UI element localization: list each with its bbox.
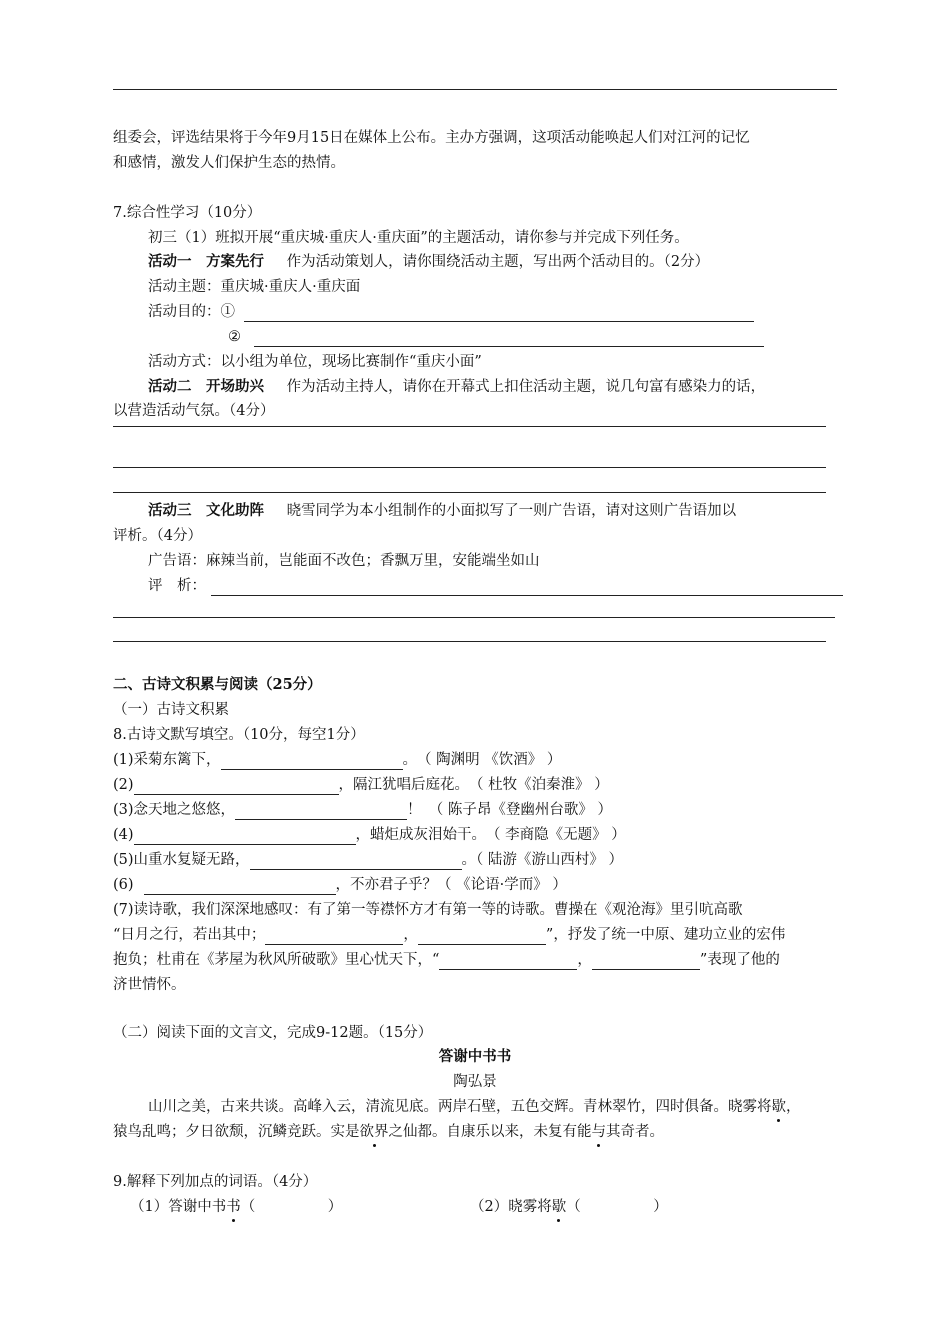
activity-2-text-cont: 以营造活动气氛。（4分） [113,403,275,419]
activity-2-text: 作为活动主持人，请你在开幕式上扣住活动主题，说几句富有感染力的话， [286,379,766,395]
activity-1 [148,252,709,272]
paragraph-line: 组委会，评选结果将于今年9月15日在媒体上公布。主办方强调，这项活动能唤起人们对江河的记忆 [113,130,750,146]
answer-line[interactable] [113,426,826,427]
fill-text: “日月之行，若出其中； [113,927,266,943]
answer-blank[interactable] [244,305,754,322]
passage-line-2 [113,1122,664,1142]
fill-line-6 [113,875,567,895]
question-9-heading: 9.解释下列加点的词语。（4分） [113,1174,318,1190]
fill-text: (3)念天地之悠悠， [113,802,236,818]
question-7-intro: 初三（1）班拟开展“重庆城·重庆人·重庆面”的主题活动，请你参与并完成下列任务。 [148,230,689,246]
fill-text: (1)采菊东篱下， [113,752,221,768]
activity-3-label: 活动三 文化助阵 [148,502,264,519]
fill-text: 。 （ 陶渊明 《饮酒》 ） [402,752,562,768]
answer-line[interactable] [113,641,826,642]
activity-1-text: 作为活动策划人，请你围绕活动主题，写出两个活动目的。（2分） [286,254,710,270]
answer-blank[interactable] [221,753,403,770]
dotted-word: 与 [591,1124,606,1140]
item-text: （1）答谢中书 [130,1199,227,1215]
activity-3-text-cont: 评析。（4分） [113,528,202,544]
fill-line-7-b [113,925,785,945]
purpose-label: 活动目的：① [148,304,235,320]
answer-blank[interactable] [211,579,843,596]
purpose-number-2: ② [228,329,241,345]
answer-blank[interactable] [439,953,577,970]
answer-parentheses[interactable]: （ ） [240,1199,343,1215]
fill-line-7-d: 济世情怀。 [113,977,186,993]
fill-line-7-c [113,950,780,970]
question-9-item-1 [130,1197,342,1217]
fill-text: ， [403,927,418,943]
answer-line[interactable] [113,467,826,468]
purpose-line-2 [228,327,764,347]
activity-2-label: 活动二 开场助兴 [148,378,264,395]
fill-text: ”，抒发了统一中原、建功立业的宏伟 [545,927,786,943]
evaluation-label: 评 析： [148,578,206,594]
fill-line-5 [113,850,623,870]
passage-author: 陶弘景 [453,1074,497,1090]
answer-line[interactable] [113,492,826,493]
answer-blank[interactable] [134,778,339,795]
fill-line-1 [113,750,561,770]
passage-line-1 [148,1097,801,1117]
fill-text: ！ （ 陈子昂《登幽州台歌》 ） [407,802,613,818]
answer-parentheses[interactable]: （ ） [566,1199,668,1215]
answer-blank[interactable] [250,853,462,870]
dotted-word: 歇 [551,1199,567,1215]
question-7-heading: 7.综合性学习（10分） [113,205,262,221]
fill-text: ，不亦君子乎？（ 《论语·学而》 ） [335,877,567,893]
header-rule [113,89,837,90]
activity-3-text: 晓雪同学为本小组制作的小面拟写了一则广告语，请对这则广告语加以 [286,503,737,519]
subsection-2-heading: （二）阅读下面的文言文，完成9-12题。（15分） [113,1025,433,1041]
paragraph-line: 和感情，激发人们保护生态的热情。 [113,155,345,171]
fill-text: ，隔江犹唱后庭花。 （ 杜牧《泊秦淮》 ） [338,777,609,793]
passage-text: ， [786,1099,801,1115]
dotted-word: 书 [226,1199,241,1215]
fill-text: (2) [113,777,134,793]
fill-text: ，蜡炬成灰泪始干。 （ 李商隐《无题》 ） [355,827,626,843]
evaluation-line [148,576,843,596]
answer-blank[interactable] [134,828,356,845]
answer-blank[interactable] [265,928,403,945]
fill-line-2 [113,775,609,795]
section-2-heading: 二、古诗文积累与阅读（25分） [113,676,322,693]
answer-blank[interactable] [592,953,700,970]
item-text: （2）晓雾将 [470,1199,552,1215]
fill-text: (6) [113,877,134,893]
fill-text: ”表现了他的 [699,952,780,968]
activity-3 [148,501,736,521]
method-line: 活动方式：以小组为单位，现场比赛制作“重庆小面” [148,354,482,370]
answer-blank[interactable] [254,330,764,347]
fill-line-7: (7)读诗歌，我们深深地感叹：有了第一等襟怀方才有第一等的诗歌。曹操在《观沧海》里引吭高歌 [113,902,743,918]
passage-text: 其奇者。 [606,1124,664,1140]
dotted-word: 歇 [771,1099,786,1115]
answer-blank[interactable] [144,878,336,895]
answer-line[interactable] [113,617,835,618]
question-8-heading: 8.古诗文默写填空。（10分，每空1分） [113,727,365,743]
passage-text: 山川之美，古来共谈。高峰入云，清流见底。两岸石壁，五色交辉。青林翠竹，四时俱备。晓雾将 [148,1099,772,1115]
fill-text: ， [577,952,592,968]
passage-title: 答谢中书书 [438,1048,512,1065]
fill-text: (5)山重水复疑无路， [113,852,250,868]
fill-text: 。（ 陆游《游山西村》 ） [461,852,624,868]
subsection-1-heading: （一）古诗文积累 [113,702,229,718]
fill-line-4 [113,825,626,845]
fill-text: 抱负；杜甫在《茅屋为秋风所破歌》里心忧天下，“ [113,952,440,968]
theme-line: 活动主题：重庆城·重庆人·重庆面 [148,279,361,295]
fill-line-3 [113,800,612,820]
dotted-word: 欲界 [359,1124,389,1140]
answer-blank[interactable] [235,803,407,820]
answer-blank[interactable] [418,928,546,945]
activity-1-label: 活动一 方案先行 [148,253,264,270]
fill-text: (4) [113,827,134,843]
purpose-line-1 [148,302,754,322]
ad-line: 广告语：麻辣当前，岂能面不改色；香飘万里，安能端坐如山 [148,553,540,569]
passage-text: 之仙都。自康乐以来，未复有能 [388,1124,592,1140]
question-9-item-2 [470,1197,668,1217]
activity-2 [148,377,765,397]
passage-text: 猿鸟乱鸣；夕日欲颓，沉鳞竞跃。实是 [113,1124,360,1140]
